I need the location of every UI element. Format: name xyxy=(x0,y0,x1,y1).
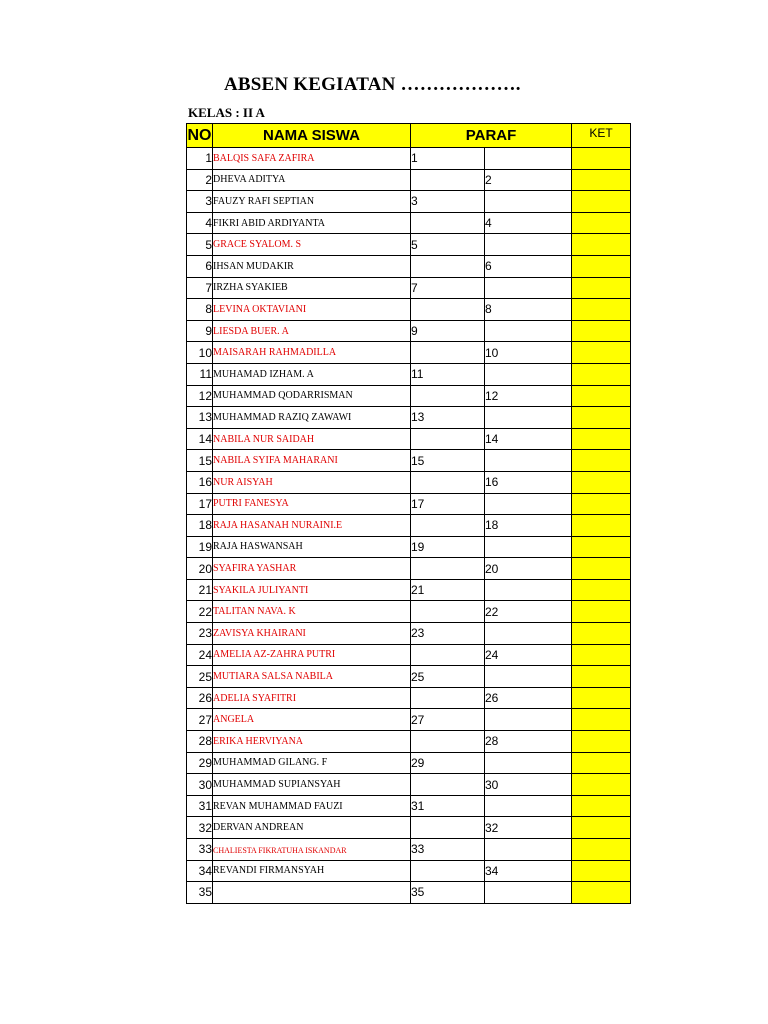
row-number: 4 xyxy=(187,212,213,234)
ket-cell xyxy=(572,450,631,472)
ket-cell xyxy=(572,860,631,882)
ket-cell xyxy=(572,817,631,839)
ket-cell xyxy=(572,191,631,213)
row-number: 10 xyxy=(187,342,213,364)
ket-cell xyxy=(572,752,631,774)
row-number: 22 xyxy=(187,601,213,623)
paraf-right-cell: 4 xyxy=(485,212,572,234)
row-number: 21 xyxy=(187,579,213,601)
ket-cell xyxy=(572,839,631,861)
paraf-right-cell: 28 xyxy=(485,731,572,753)
table-row xyxy=(187,191,631,213)
paraf-right-cell xyxy=(485,795,572,817)
paraf-left-cell xyxy=(411,774,485,796)
row-number: 32 xyxy=(187,817,213,839)
paraf-right-cell: 34 xyxy=(485,860,572,882)
table-row xyxy=(187,579,631,601)
student-name: MAISARAH RAHMADILLA xyxy=(213,342,411,364)
student-name: IRZHA SYAKIEB xyxy=(213,277,411,299)
student-name: TALITAN NAVA. K xyxy=(213,601,411,623)
student-name: DERVAN ANDREAN xyxy=(213,817,411,839)
paraf-right-cell: 12 xyxy=(485,385,572,407)
header-paraf: PARAF xyxy=(411,124,572,148)
table-row xyxy=(187,428,631,450)
table-row xyxy=(187,320,631,342)
paraf-right-cell xyxy=(485,363,572,385)
row-number: 3 xyxy=(187,191,213,213)
paraf-left-cell: 25 xyxy=(411,666,485,688)
ket-cell xyxy=(572,493,631,515)
student-name: RAJA HASWANSAH xyxy=(213,536,411,558)
student-name: AMELIA AZ-ZAHRA PUTRI xyxy=(213,644,411,666)
row-number: 5 xyxy=(187,234,213,256)
ket-cell xyxy=(572,255,631,277)
ket-cell xyxy=(572,774,631,796)
paraf-left-cell xyxy=(411,212,485,234)
table-row xyxy=(187,407,631,429)
table-header-row xyxy=(187,124,631,148)
row-number: 27 xyxy=(187,709,213,731)
paraf-right-cell xyxy=(485,536,572,558)
paraf-left-cell: 5 xyxy=(411,234,485,256)
table-row xyxy=(187,709,631,731)
row-number: 7 xyxy=(187,277,213,299)
ket-cell xyxy=(572,169,631,191)
ket-cell xyxy=(572,709,631,731)
paraf-left-cell: 19 xyxy=(411,536,485,558)
table-row xyxy=(187,860,631,882)
row-number: 30 xyxy=(187,774,213,796)
row-number: 11 xyxy=(187,363,213,385)
paraf-left-cell xyxy=(411,558,485,580)
ket-cell xyxy=(572,687,631,709)
student-name: MUHAMMAD RAZIQ ZAWAWI xyxy=(213,407,411,429)
paraf-right-cell xyxy=(485,666,572,688)
paraf-left-cell: 23 xyxy=(411,623,485,645)
ket-cell xyxy=(572,623,631,645)
table-row xyxy=(187,687,631,709)
table-row xyxy=(187,450,631,472)
paraf-right-cell: 6 xyxy=(485,255,572,277)
table-row xyxy=(187,493,631,515)
ket-cell xyxy=(572,342,631,364)
paraf-right-cell xyxy=(485,752,572,774)
ket-cell xyxy=(572,407,631,429)
header-ket: KET xyxy=(572,124,631,148)
ket-cell xyxy=(572,731,631,753)
ket-cell xyxy=(572,579,631,601)
ket-cell xyxy=(572,558,631,580)
paraf-right-cell xyxy=(485,709,572,731)
table-row xyxy=(187,623,631,645)
ket-cell xyxy=(572,212,631,234)
student-name: PUTRI FANESYA xyxy=(213,493,411,515)
row-number: 34 xyxy=(187,860,213,882)
paraf-left-cell xyxy=(411,471,485,493)
table-row xyxy=(187,471,631,493)
student-name: FAUZY RAFI SEPTIAN xyxy=(213,191,411,213)
row-number: 19 xyxy=(187,536,213,558)
ket-cell xyxy=(572,277,631,299)
header-nama-siswa: NAMA SISWA xyxy=(213,124,411,148)
paraf-left-cell xyxy=(411,169,485,191)
paraf-right-cell: 10 xyxy=(485,342,572,364)
paraf-left-cell: 15 xyxy=(411,450,485,472)
row-number: 20 xyxy=(187,558,213,580)
row-number: 33 xyxy=(187,839,213,861)
student-name: NABILA SYIFA MAHARANI xyxy=(213,450,411,472)
row-number: 25 xyxy=(187,666,213,688)
ket-cell xyxy=(572,234,631,256)
row-number: 6 xyxy=(187,255,213,277)
row-number: 23 xyxy=(187,623,213,645)
student-name: DHEVA ADITYA xyxy=(213,169,411,191)
table-row xyxy=(187,299,631,321)
student-name: CHALIESTA FIKRATUHA ISKANDAR xyxy=(213,839,411,861)
row-number: 14 xyxy=(187,428,213,450)
ket-cell xyxy=(572,299,631,321)
paraf-right-cell xyxy=(485,277,572,299)
row-number: 28 xyxy=(187,731,213,753)
student-name: MUHAMMAD SUPIANSYAH xyxy=(213,774,411,796)
paraf-left-cell xyxy=(411,299,485,321)
student-name: MUHAMAD IZHAM. A xyxy=(213,363,411,385)
student-name: ANGELA xyxy=(213,709,411,731)
header-no: NO xyxy=(187,124,213,148)
row-number: 31 xyxy=(187,795,213,817)
student-name: REVAN MUHAMMAD FAUZI xyxy=(213,795,411,817)
student-name: MUHAMMAD QODARRISMAN xyxy=(213,385,411,407)
paraf-left-cell: 9 xyxy=(411,320,485,342)
paraf-right-cell: 26 xyxy=(485,687,572,709)
row-number: 13 xyxy=(187,407,213,429)
table-row xyxy=(187,882,631,904)
student-name: SYAFIRA YASHAR xyxy=(213,558,411,580)
row-number: 2 xyxy=(187,169,213,191)
table-row xyxy=(187,255,631,277)
row-number: 12 xyxy=(187,385,213,407)
paraf-left-cell: 1 xyxy=(411,148,485,170)
paraf-right-cell: 30 xyxy=(485,774,572,796)
paraf-right-cell: 20 xyxy=(485,558,572,580)
table-row xyxy=(187,515,631,537)
row-number: 8 xyxy=(187,299,213,321)
paraf-right-cell xyxy=(485,623,572,645)
ket-cell xyxy=(572,428,631,450)
table-row xyxy=(187,558,631,580)
student-name: RAJA HASANAH NURAINI.E xyxy=(213,515,411,537)
table-row xyxy=(187,839,631,861)
paraf-right-cell: 16 xyxy=(485,471,572,493)
paraf-left-cell: 17 xyxy=(411,493,485,515)
row-number: 26 xyxy=(187,687,213,709)
paraf-left-cell: 11 xyxy=(411,363,485,385)
paraf-left-cell xyxy=(411,687,485,709)
ket-cell xyxy=(572,148,631,170)
table-row xyxy=(187,795,631,817)
paraf-left-cell: 27 xyxy=(411,709,485,731)
table-row xyxy=(187,342,631,364)
paraf-left-cell xyxy=(411,515,485,537)
student-name: REVANDI FIRMANSYAH xyxy=(213,860,411,882)
paraf-right-cell: 14 xyxy=(485,428,572,450)
paraf-left-cell xyxy=(411,817,485,839)
table-row xyxy=(187,277,631,299)
table-row xyxy=(187,644,631,666)
ket-cell xyxy=(572,515,631,537)
paraf-left-cell xyxy=(411,342,485,364)
student-name: SYAKILA JULIYANTI xyxy=(213,579,411,601)
paraf-left-cell xyxy=(411,644,485,666)
student-name: ADELIA SYAFITRI xyxy=(213,687,411,709)
table-row xyxy=(187,817,631,839)
paraf-left-cell xyxy=(411,860,485,882)
table-row xyxy=(187,148,631,170)
attendance-table xyxy=(186,123,631,904)
paraf-left-cell xyxy=(411,731,485,753)
table-row xyxy=(187,385,631,407)
paraf-right-cell xyxy=(485,234,572,256)
paraf-left-cell: 3 xyxy=(411,191,485,213)
row-number: 1 xyxy=(187,148,213,170)
row-number: 18 xyxy=(187,515,213,537)
paraf-right-cell: 32 xyxy=(485,817,572,839)
paraf-left-cell: 35 xyxy=(411,882,485,904)
row-number: 29 xyxy=(187,752,213,774)
table-row xyxy=(187,212,631,234)
paraf-right-cell: 22 xyxy=(485,601,572,623)
paraf-left-cell xyxy=(411,428,485,450)
class-label: KELAS : II A xyxy=(188,105,265,120)
paraf-right-cell xyxy=(485,493,572,515)
row-number: 15 xyxy=(187,450,213,472)
paraf-left-cell: 21 xyxy=(411,579,485,601)
table-row xyxy=(187,536,631,558)
table-row xyxy=(187,169,631,191)
paraf-left-cell: 31 xyxy=(411,795,485,817)
student-name: FIKRI ABID ARDIYANTA xyxy=(213,212,411,234)
paraf-left-cell: 13 xyxy=(411,407,485,429)
ket-cell xyxy=(572,385,631,407)
student-name: GRACE SYALOM. S xyxy=(213,234,411,256)
paraf-left-cell: 7 xyxy=(411,277,485,299)
ket-cell xyxy=(572,644,631,666)
row-number: 9 xyxy=(187,320,213,342)
student-name: MUTIARA SALSA NABILA xyxy=(213,666,411,688)
row-number: 24 xyxy=(187,644,213,666)
paraf-right-cell xyxy=(485,579,572,601)
ket-cell xyxy=(572,882,631,904)
paraf-right-cell: 2 xyxy=(485,169,572,191)
student-name: NUR AISYAH xyxy=(213,471,411,493)
paraf-left-cell: 33 xyxy=(411,839,485,861)
paraf-right-cell xyxy=(485,450,572,472)
paraf-right-cell xyxy=(485,320,572,342)
student-name: IHSAN MUDAKIR xyxy=(213,255,411,277)
row-number: 16 xyxy=(187,471,213,493)
paraf-right-cell: 24 xyxy=(485,644,572,666)
row-number: 17 xyxy=(187,493,213,515)
table-row xyxy=(187,774,631,796)
paraf-right-cell xyxy=(485,839,572,861)
student-name: NABILA NUR SAIDAH xyxy=(213,428,411,450)
paraf-right-cell: 8 xyxy=(485,299,572,321)
paraf-left-cell: 29 xyxy=(411,752,485,774)
ket-cell xyxy=(572,795,631,817)
student-name: ERIKA HERVIYANA xyxy=(213,731,411,753)
table-row xyxy=(187,731,631,753)
student-name: BALQIS SAFA ZAFIRA xyxy=(213,148,411,170)
paraf-right-cell xyxy=(485,191,572,213)
paraf-left-cell xyxy=(411,601,485,623)
paraf-left-cell xyxy=(411,255,485,277)
student-name: MUHAMMAD GILANG. F xyxy=(213,752,411,774)
paraf-right-cell xyxy=(485,148,572,170)
sheet-title: ABSEN KEGIATAN ………………. xyxy=(224,74,521,95)
table-row xyxy=(187,752,631,774)
paraf-left-cell xyxy=(411,385,485,407)
table-row xyxy=(187,363,631,385)
ket-cell xyxy=(572,363,631,385)
ket-cell xyxy=(572,536,631,558)
paraf-right-cell xyxy=(485,407,572,429)
table-row xyxy=(187,601,631,623)
student-name: LIESDA BUER. A xyxy=(213,320,411,342)
table-row xyxy=(187,234,631,256)
ket-cell xyxy=(572,320,631,342)
student-name xyxy=(213,882,411,904)
ket-cell xyxy=(572,471,631,493)
ket-cell xyxy=(572,601,631,623)
paraf-right-cell xyxy=(485,882,572,904)
student-name: LEVINA OKTAVIANI xyxy=(213,299,411,321)
row-number: 35 xyxy=(187,882,213,904)
table-row xyxy=(187,666,631,688)
ket-cell xyxy=(572,666,631,688)
paraf-right-cell: 18 xyxy=(485,515,572,537)
student-name: ZAVISYA KHAIRANI xyxy=(213,623,411,645)
